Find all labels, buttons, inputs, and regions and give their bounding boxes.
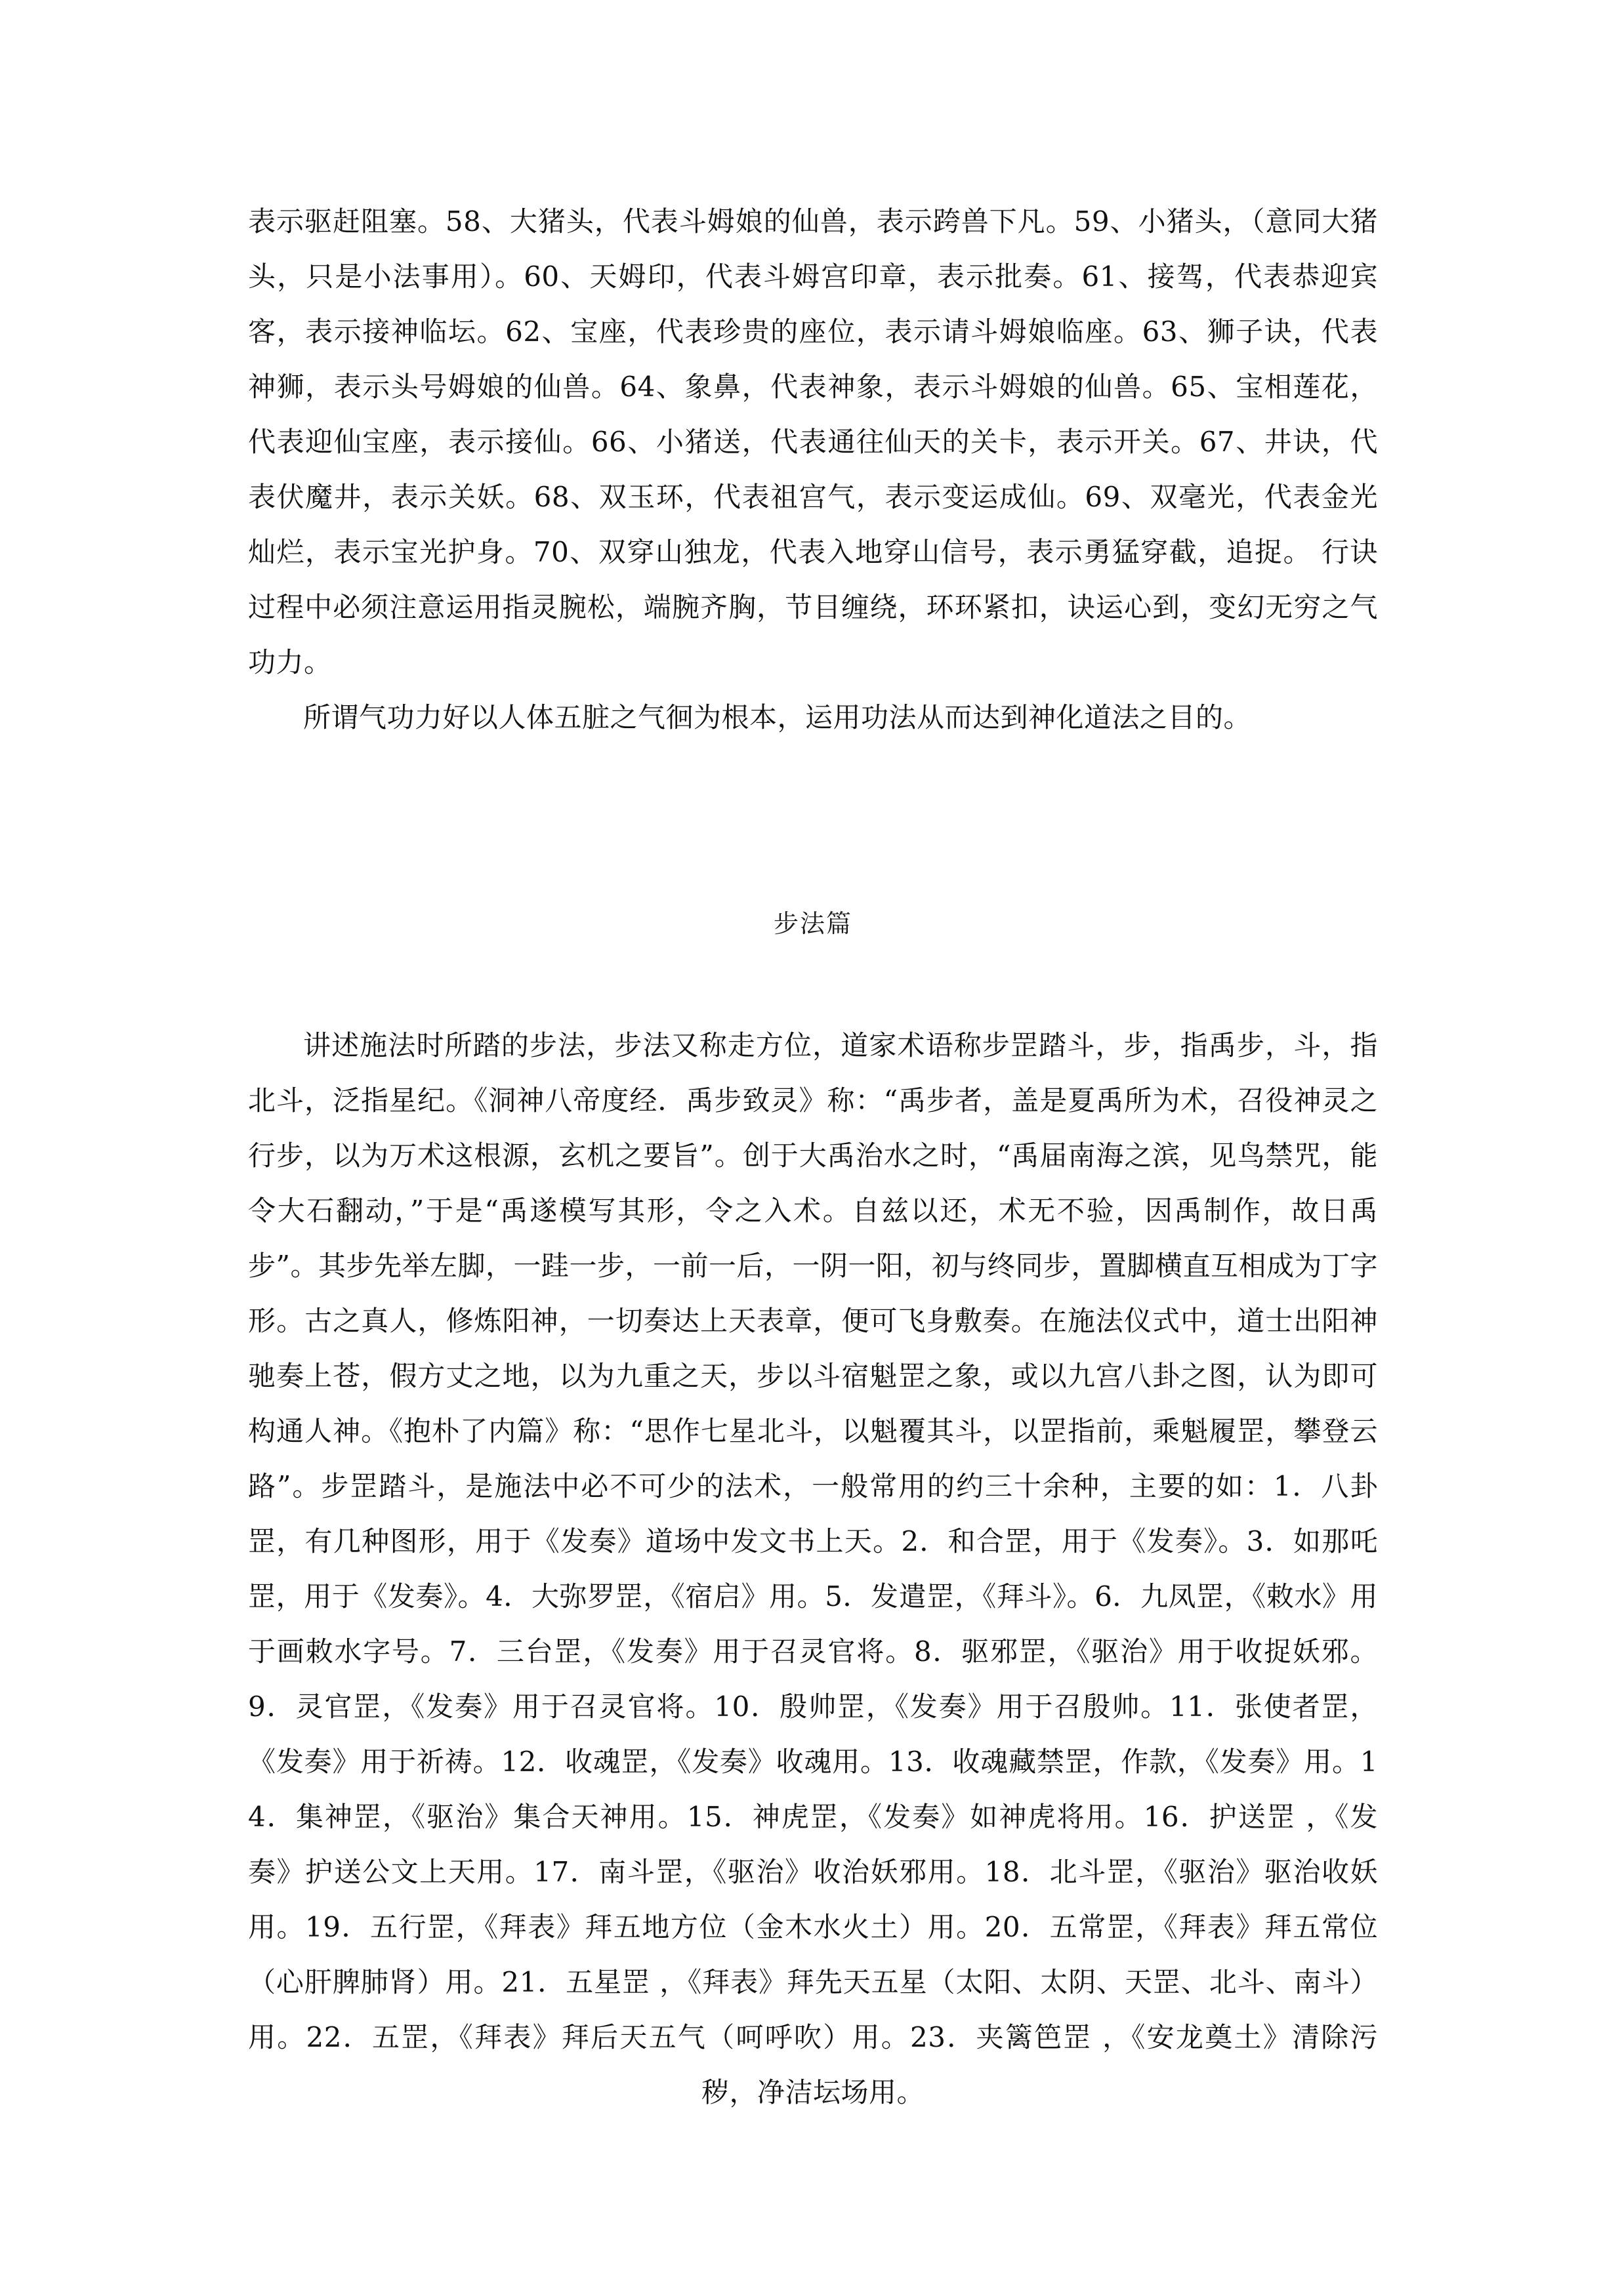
section-title-bufa-pian: 步法篇 xyxy=(773,909,852,938)
paragraph-stepping-methods: 讲述施法时所踏的步法，步法又称走方位，道家术语称步罡踏斗，步，指禹步，斗，指北斗，泛指星纪。《洞神八帝度经．禹步致灵》称：“禹步者，盖是夏禹所为术，召役神灵之行步，以为万术这根源，玄机之要旨”。创于大禹治水之时，“禹届南海之滨，见鸟禁咒，能令大石翻动，”于是“禹遂模写其形，令之入术。自兹以还，术无不验，因禹制作，故日禹步”。其步先举左脚，一跬一步，一前一后，一阴一阳，初与终同步，置脚横直互相成为丁字形。古之真人，修炼阳神，一切奏达上天表章，便可飞身敷奏。在施法仪式中，道士出阳神驰奏上苍，假方丈之地，以为九重之天，步以斗宿魁罡之象，或以九宫八卦之图，认为即可构通人神。《抱朴了内篇》称：“思作七星北斗，以魁覆其斗，以罡指前，乘魁履罡，攀登云路”。步罡踏斗，是施法中必不可少的法术，一般常用的约三十余种，主要的如：1．八卦罡，有几种图形，用于《发奏》道场中发文书上天。2．和合罡，用于《发奏》。3．如那吒罡，用于《发奏》。4．大弥罗罡，《宿启》用。5．发遣罡，《拜斗》。6．九凤罡，《敕水》用于画敕水字号。7．三台罡，《发奏》用于召灵官将。8．驱邪罡，《驱治》用于收捉妖邪。9．灵官罡，《发奏》用于召灵官将。10．殷帅罡，《发奏》用于召殷帅。11．张使者罡，《发奏》用于祈祷。12．收魂罡，《发奏》收魂用。13．收魂藏禁罡，作款，《发奏》用。14．集神罡，《驱治》集合天神用。15．神虎罡，《发奏》如神虎将用。16．护送罡 ，《发奏》护送公文上天用。17．南斗罡，《驱治》收治妖邪用。18．北斗罡，《驱治》驱治收妖用。19．五行罡，《拜表》拜五地方位（金木水火土）用。20．五常罡，《拜表》拜五常位（心肝脾肺肾）用。21．五星罡 ，《拜表》拜先天五星（太阳、太阴、天罡、北斗、南斗）用。22．五罡，《拜表》拜后天五气（呵呼吹）用。23．夹篱笆罡 ，《安龙奠土》清除污秽，净洁坛场用。 xyxy=(248,1029,1378,2108)
heading-spacer xyxy=(248,939,1378,1018)
page-content-column xyxy=(248,0,1378,2120)
paragraph-qigong-summary: 所谓气功力好以人体五脏之气徊为根本，运用功法从而达到神化道法之目的。 xyxy=(303,701,1252,733)
section-heading-wrapper xyxy=(248,908,1378,939)
paragraph-hand-gestures-continued: 表示驱赶阻塞。58、大猪头，代表斗姆娘的仙兽，表示跨兽下凡。59、小猪头，（意同大猪头，只是小法事用）。60、天姆印，代表斗姆宫印章，表示批奏。61、接驾，代表恭迎宾客，表示接神临坛。62、宝座，代表珍贵的座位，表示请斗姆娘临座。63、狮子诀，代表神狮，表示头号姆娘的仙兽。64、象鼻，代表神象，表示斗姆娘的仙兽。65、宝相莲花，代表迎仙宝座，表示接仙。66、小猪送，代表通往仙天的关卡，表示开关。67、井诀，代表伏魔井，表示关妖。68、双玉环，代表祖宫气，表示变运成仙。69、双毫光，代表金光灿烂，表示宝光护身。70、双穿山独龙，代表入地穿山信号，表示勇猛穿截，追捉。 行诀过程中必须注意运用指灵腕松，端腕齐胸，节目缠绕，环环紧扣，诀运心到，变幻无穷之气功力。 xyxy=(248,205,1378,678)
